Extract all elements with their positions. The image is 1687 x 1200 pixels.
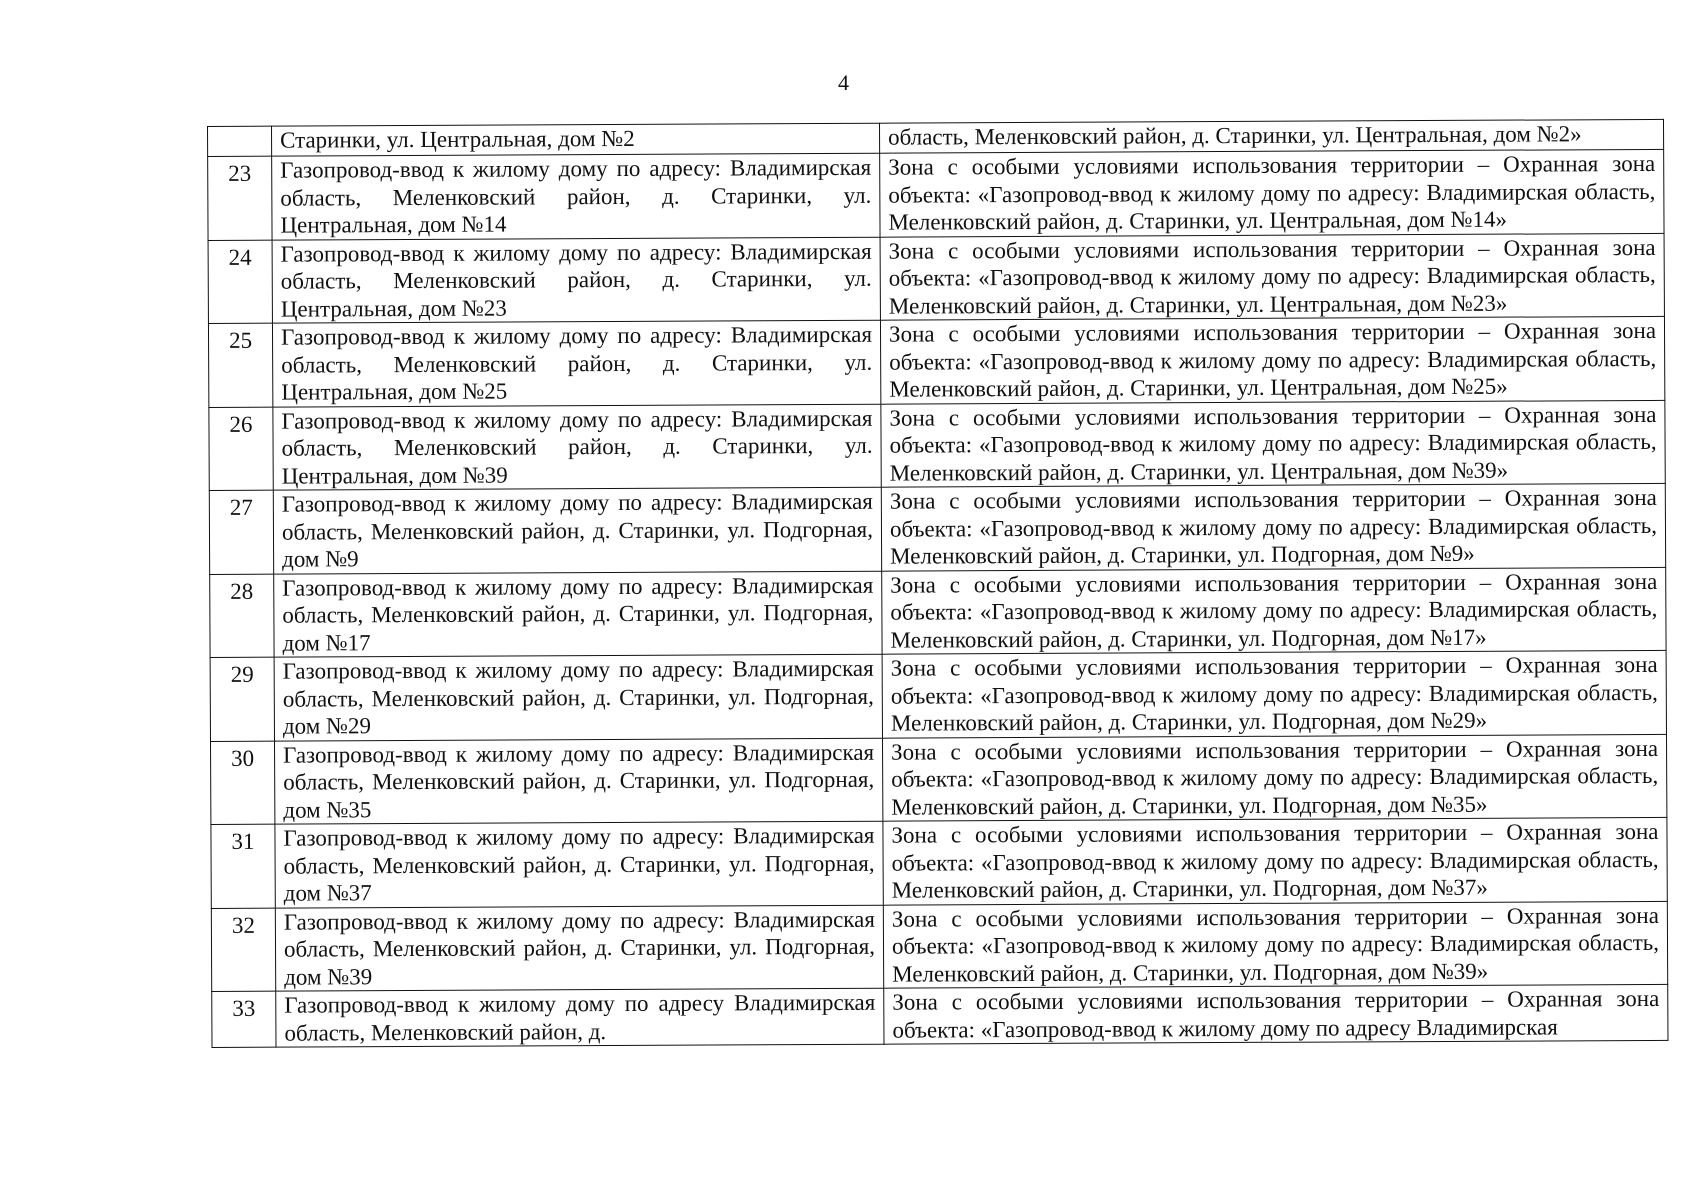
row-number: 23 bbox=[208, 156, 272, 240]
row-number: 30 bbox=[211, 741, 275, 825]
zone-description: Зона с особыми условиями использования территории – Охранная зона объекта: «Газопровод-ввод к жилому дому по адресу: Владимирская область, Меленковский район, д. Старинки, ул. Подгорная, дом №39» bbox=[883, 901, 1667, 988]
zone-description: Зона с особыми условиями использования территории – Охранная зона объекта: «Газопровод-ввод к жилому дому по адресу: Владимирская область, Меленковский район, д. Старинки, ул. Центральная, дом №23» bbox=[880, 233, 1664, 320]
row-number: 28 bbox=[210, 574, 274, 658]
zone-description: Зона с особыми условиями использования территории – Охранная зона объекта: «Газопровод-ввод к жилому дому по адресу: Владимирская область, Меленковский район, д. Старинки, ул. Подгорная, дом №37» bbox=[883, 817, 1667, 904]
object-name: Старинки, ул. Центральная, дом №2 bbox=[272, 123, 880, 156]
row-number: 29 bbox=[210, 657, 274, 741]
object-name: Газопровод-ввод к жилому дому по адресу: Владимирская область, Меленковский район, д. Старинки, ул. Подгорная, дом №35 bbox=[275, 738, 883, 824]
object-name: Газопровод-ввод к жилому дому по адресу: Владимирская область, Меленковский район, д. Старинки, ул. Центральная, дом №39 bbox=[273, 404, 881, 490]
table-row bbox=[208, 233, 1664, 324]
table-row bbox=[211, 817, 1667, 908]
row-number bbox=[208, 126, 272, 156]
zone-description: Зона с особыми условиями использования территории – Охранная зона объекта: «Газопровод-ввод к жилому дому по адресу: Владимирская область, Меленковский район, д. Старинки, ул. Подгорная, дом №29» bbox=[882, 650, 1666, 737]
zone-description: Зона с особыми условиями использования территории – Охранная зона объекта: «Газопровод-ввод к жилому дому по адресу: Владимирская область, Меленковский район, д. Старинки, ул. Центральная, дом №25» bbox=[880, 316, 1664, 403]
object-name: Газопровод-ввод к жилому дому по адресу: Владимирская область, Меленковский район, д. Старинки, ул. Центральная, дом №25 bbox=[272, 320, 880, 406]
row-number: 24 bbox=[208, 240, 272, 324]
table-row bbox=[209, 400, 1665, 491]
table-row bbox=[210, 567, 1666, 658]
row-number: 32 bbox=[211, 908, 275, 992]
object-name: Газопровод-ввод к жилому дому по адресу: Владимирская область, Меленковский район, д. Старинки, ул. Центральная, дом №23 bbox=[272, 237, 880, 323]
zone-description: область, Меленковский район, д. Старинки, ул. Центральная, дом №2» bbox=[879, 119, 1663, 153]
page-number: 4 bbox=[838, 70, 849, 95]
zone-description: Зона с особыми условиями использования территории – Охранная зона объекта: «Газопровод-ввод к жилому дому по адресу: Владимирская область, Меленковский район, д. Старинки, ул. Центральная, дом №39» bbox=[881, 400, 1665, 487]
object-name: Газопровод-ввод к жилому дому по адресу Владимирская область, Меленковский район, д. bbox=[276, 988, 884, 1047]
table-row bbox=[209, 483, 1665, 574]
table-row bbox=[208, 316, 1664, 407]
row-number: 25 bbox=[208, 323, 272, 407]
table-row bbox=[211, 734, 1667, 825]
table-row bbox=[208, 149, 1664, 240]
zone-description: Зона с особыми условиями использования территории – Охранная зона объекта: «Газопровод-ввод к жилому дому по адресу: Владимирская область, Меленковский район, д. Старинки, ул. Подгорная, дом №35» bbox=[882, 734, 1666, 821]
object-name: Газопровод-ввод к жилому дому по адресу: Владимирская область, Меленковский район, д. Старинки, ул. Подгорная, дом №17 bbox=[274, 571, 882, 657]
zone-description: Зона с особыми условиями использования территории – Охранная зона объекта: «Газопровод-ввод к жилому дому по адресу Владимирская bbox=[884, 984, 1668, 1044]
row-number: 33 bbox=[212, 991, 276, 1047]
zones-table bbox=[207, 119, 1668, 1048]
table-row bbox=[212, 984, 1668, 1047]
object-name: Газопровод-ввод к жилому дому по адресу: Владимирская область, Меленковский район, д. Старинки, ул. Подгорная, дом №39 bbox=[275, 905, 883, 991]
zone-description: Зона с особыми условиями использования территории – Охранная зона объекта: «Газопровод-ввод к жилому дому по адресу: Владимирская область, Меленковский район, д. Старинки, ул. Подгорная, дом №9» bbox=[881, 483, 1665, 570]
table-row bbox=[210, 650, 1666, 741]
table-row bbox=[211, 901, 1667, 992]
row-number: 26 bbox=[209, 407, 273, 491]
row-number: 27 bbox=[209, 490, 273, 574]
zone-description: Зона с особыми условиями использования территории – Охранная зона объекта: «Газопровод-ввод к жилому дому по адресу: Владимирская область, Меленковский район, д. Старинки, ул. Центральная, дом №14» bbox=[880, 149, 1664, 236]
object-name: Газопровод-ввод к жилому дому по адресу: Владимирская область, Меленковский район, д. Старинки, ул. Подгорная, дом №9 bbox=[273, 487, 881, 573]
row-number: 31 bbox=[211, 824, 275, 908]
object-name: Газопровод-ввод к жилому дому по адресу: Владимирская область, Меленковский район, д. Старинки, ул. Подгорная, дом №29 bbox=[274, 654, 882, 740]
object-name: Газопровод-ввод к жилому дому по адресу: Владимирская область, Меленковский район, д. Старинки, ул. Центральная, дом №14 bbox=[272, 153, 880, 239]
object-name: Газопровод-ввод к жилому дому по адресу: Владимирская область, Меленковский район, д. Старинки, ул. Подгорная, дом №37 bbox=[275, 821, 883, 907]
zone-description: Зона с особыми условиями использования территории – Охранная зона объекта: «Газопровод-ввод к жилому дому по адресу: Владимирская область, Меленковский район, д. Старинки, ул. Подгорная, дом №17» bbox=[882, 567, 1666, 654]
